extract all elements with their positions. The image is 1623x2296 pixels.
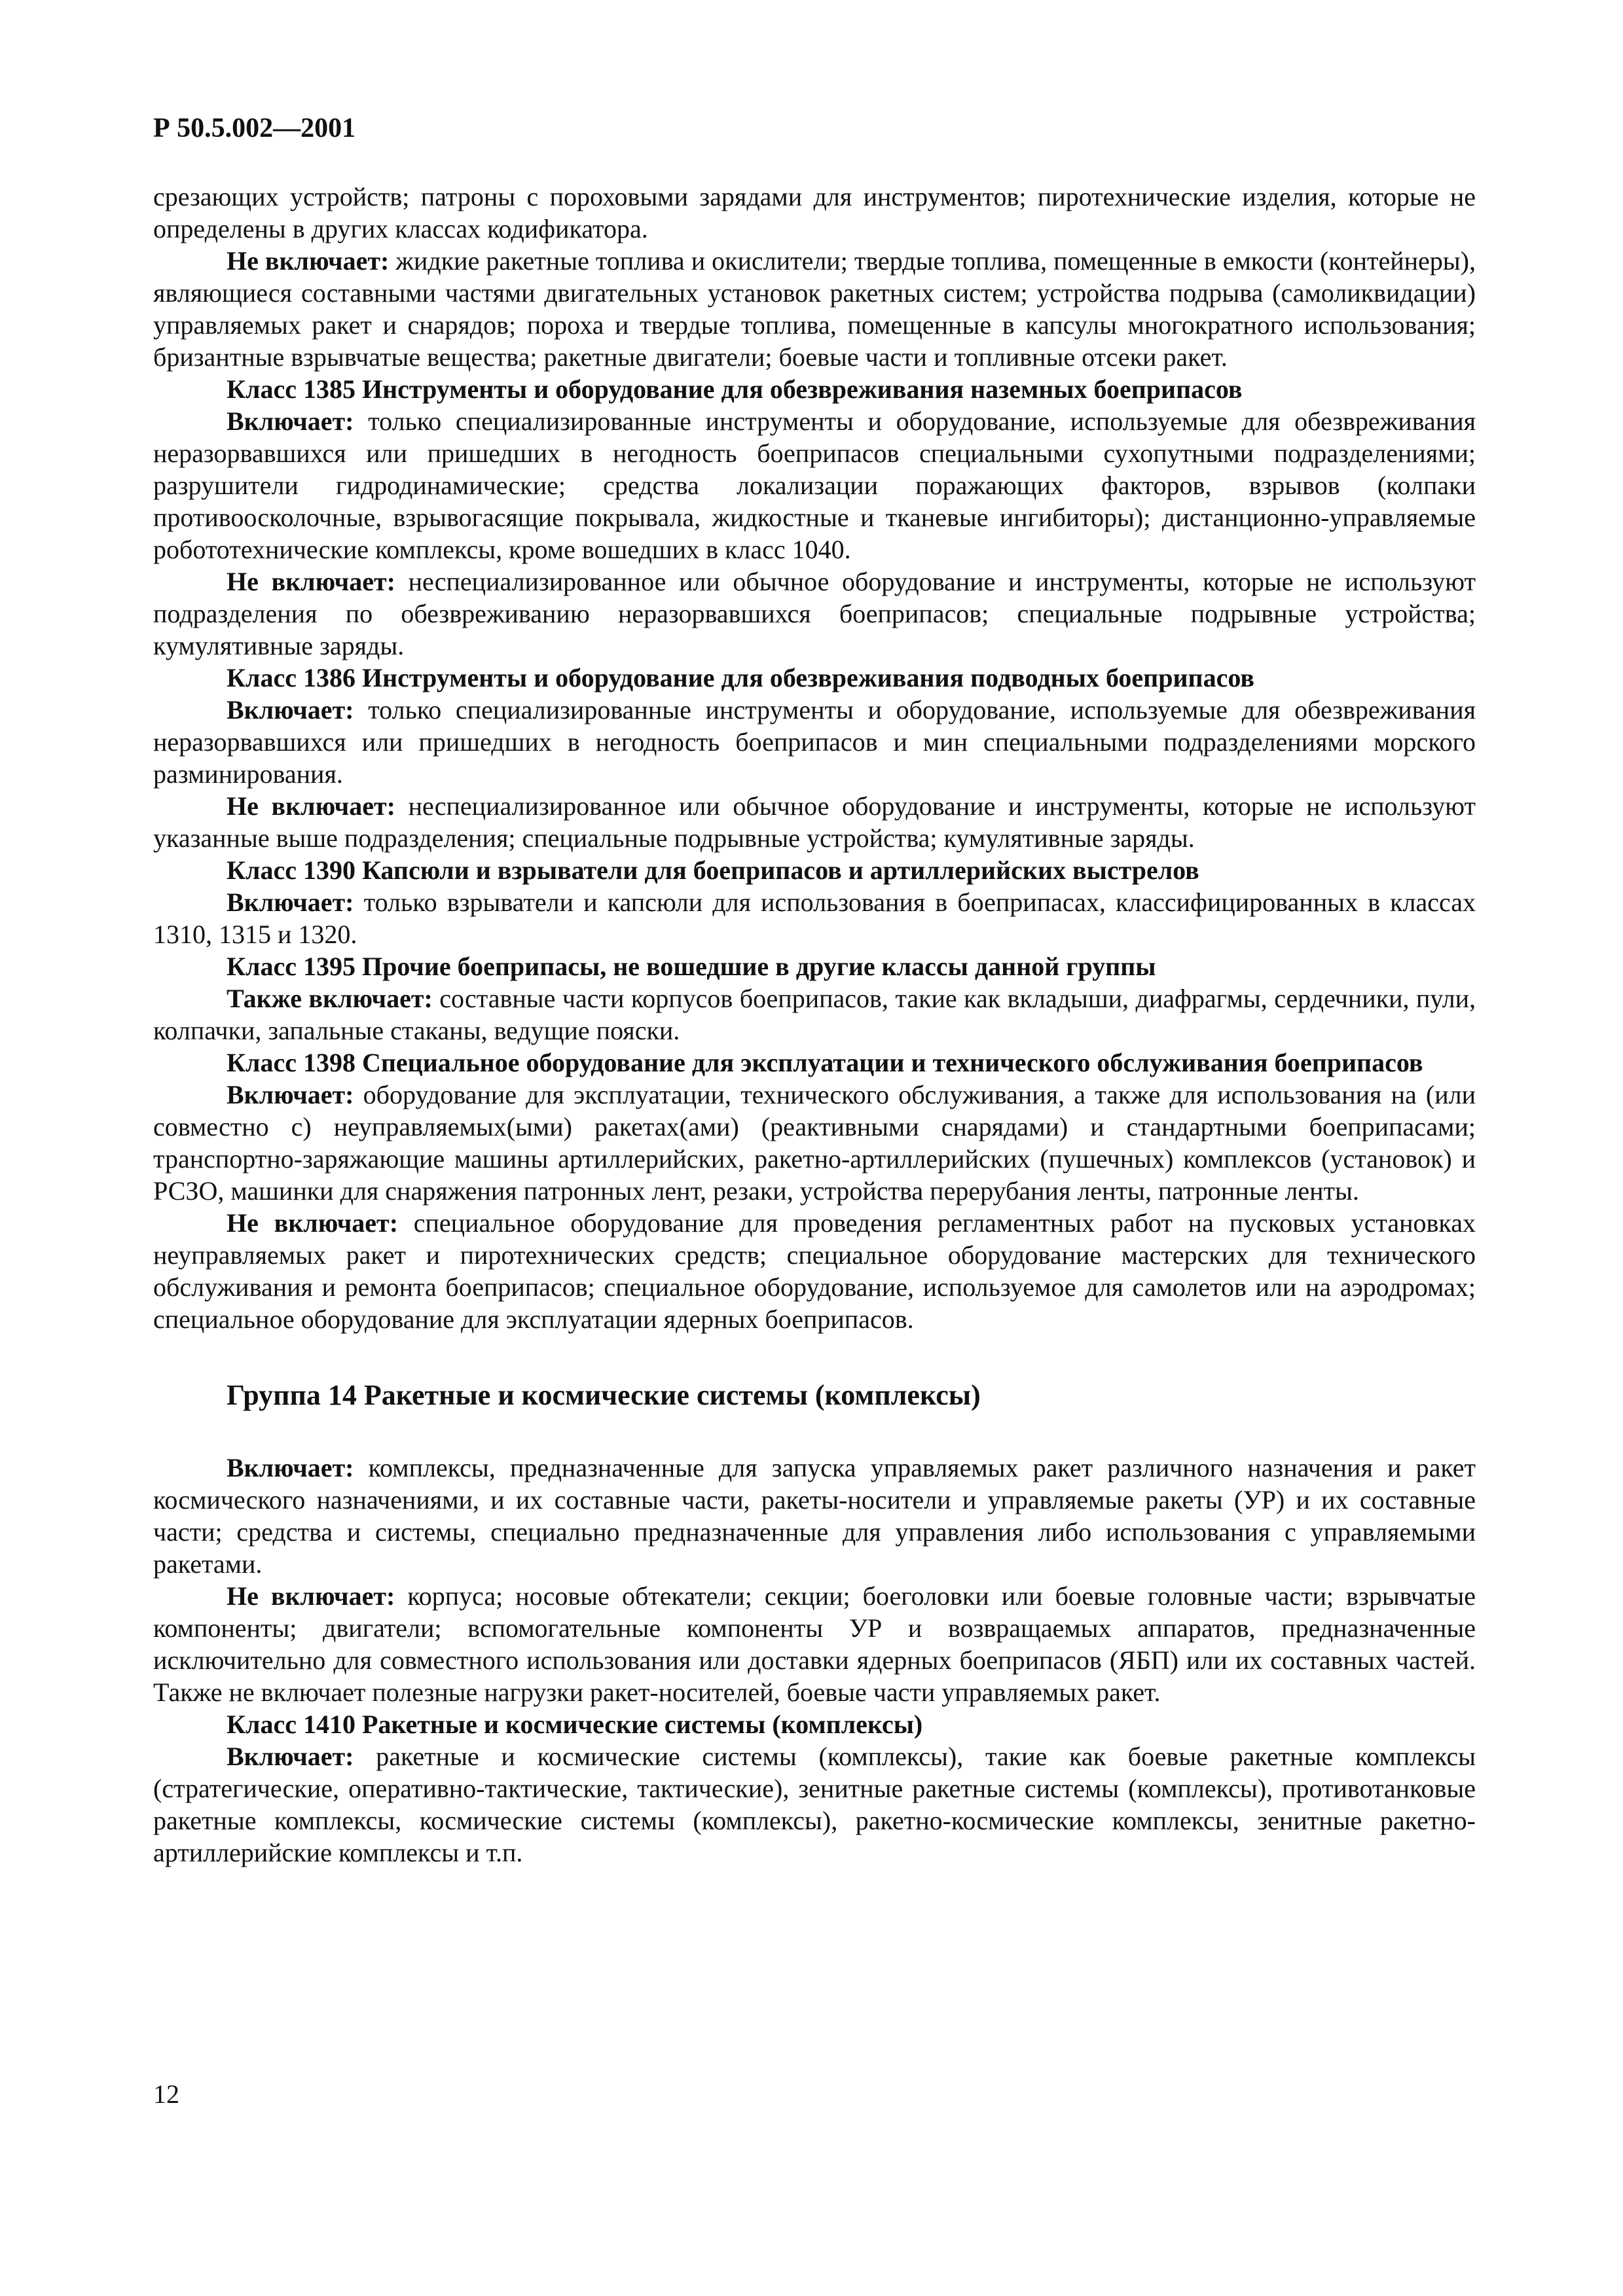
paragraph-text: комплексы, предназначенные для запуска управляемых ракет различного назначения и ракет космического назначениями, и их составные части, ракеты-носители и управляемые ракеты (УР) и их составные части; средства и системы, специально предназначенные для управления либо использования с управляемыми ракетами. [153, 1453, 1476, 1579]
paragraph-lead: Включает: [227, 695, 354, 725]
paragraph-includes [153, 1079, 1476, 1207]
paragraph-excludes [153, 565, 1476, 662]
document-page [153, 110, 1476, 1869]
paragraph-lead: Не включает: [227, 791, 395, 821]
paragraph-text: неспециализированное или обычное оборудование и инструменты, которые не используют подразделения по обезвреживанию неразорвавшихся боеприпасов; специальные подрывные устройства; кумулятивные заряды. [153, 567, 1476, 660]
paragraph-lead: Включает: [227, 888, 354, 917]
paragraph-excludes [153, 1580, 1476, 1708]
paragraph-text: жидкие ракетные топлива и окислители; твердые топлива, помещенные в емкости (контейнеры), являющиеся составными частями двигательных установок ракетных систем; устройства подрыва (самоликвидации) управляемых ракет и снарядов; пороха и твердые топлива, помещенные в капсулы многократного использования; бризантные взрывчатые вещества; ракетные двигатели; боевые части и топливные отсеки ракет. [153, 246, 1476, 372]
class-heading-1398: Класс 1398 Специальное оборудование для эксплуатации и технического обслуживания боеприпасов [227, 1048, 1423, 1077]
paragraph-text: только специализированные инструменты и оборудование, используемые для обезвреживания неразорвавшихся или пришедших в негодность боеприпасов и мин специальными подразделениями морского разминирования. [153, 695, 1476, 789]
paragraph-excludes [153, 790, 1476, 854]
paragraph-lead: Не включает: [227, 1208, 399, 1238]
paragraph-lead: Включает: [227, 406, 354, 436]
paragraph-includes [153, 405, 1476, 565]
paragraph-text: специальное оборудование для проведения регламентных работ на пусковых установках неуправляемых ракет и пиротехнических средств; специальное оборудование мастерских для технического обслуживания и ремонта боеприпасов; специальное оборудование, используемое для самолетов или на аэродромах; специальное оборудование для эксплуатации ядерных боеприпасов. [153, 1208, 1476, 1334]
page-number: 12 [153, 2079, 179, 2109]
group-heading-14: Группа 14 Ракетные и космические системы (комплексы) [227, 1379, 981, 1411]
paragraph-lead: Не включает: [227, 1581, 395, 1611]
paragraph-text: оборудование для эксплуатации, технического обслуживания, а также для использования на (или совместно с) неуправляемых(ыми) ракетах(ами) (реактивными снарядами) и стандартными боеприпасами; транспортно-заряжающие машины артиллерийских, ракетно-артиллерийских (пушечных) комплексов (установок) и РСЗО, машинки для снаряжения патронных лент, резаки, устройства перерубания ленты, патронные ленты. [153, 1080, 1476, 1206]
paragraph-includes [153, 1452, 1476, 1580]
paragraph-lead: Включает: [227, 1080, 354, 1109]
paragraph-lead: Также включает: [227, 984, 433, 1013]
class-heading-1410: Класс 1410 Ракетные и космические системы (комплексы) [227, 1710, 923, 1739]
paragraph-text: только взрыватели и капсюли для использования в боеприпасах, классифицированных в классах 1310, 1315 и 1320. [153, 888, 1476, 949]
document-body [153, 181, 1476, 1869]
paragraph-also-includes [153, 982, 1476, 1047]
paragraph-text: ракетные и космические системы (комплексы), такие как боевые ракетные комплексы (стратегические, оперативно-тактические, тактические), зенитные ракетные системы (комплексы), противотанковые ракетные комплексы, космические системы (комплексы), ракетно-космические комплексы, зенитные ракетно-артиллерийские комплексы и т.п. [153, 1742, 1476, 1867]
document-code: Р 50.5.002—2001 [153, 113, 356, 143]
paragraph-continuation [153, 181, 1476, 245]
paragraph-lead: Не включает: [227, 567, 395, 596]
paragraph-text: неспециализированное или обычное оборудование и инструменты, которые не используют указанные выше подразделения; специальные подрывные устройства; кумулятивные заряды. [153, 791, 1476, 853]
paragraph-text: корпуса; носовые обтекатели; секции; боеголовки или боевые головные части; взрывчатые компоненты; двигатели; вспомогательные компоненты УР и возвращаемых аппаратов, предназначенные исключительно для совместного использования или доставки ядерных боеприпасов (ЯБП) или их составных частей. Также не включает полезные нагрузки ракет-носителей, боевые части управляемых ракет. [153, 1581, 1476, 1707]
class-heading-1386: Класс 1386 Инструменты и оборудование для обезвреживания подводных боеприпасов [227, 663, 1254, 692]
paragraph-lead: Не включает: [227, 246, 390, 276]
class-heading-1390: Класс 1390 Капсюли и взрыватели для боеприпасов и артиллерийских выстрелов [227, 855, 1199, 885]
paragraph-includes [153, 886, 1476, 950]
paragraph-includes [153, 1740, 1476, 1869]
class-heading-1385: Класс 1385 Инструменты и оборудование для обезвреживания наземных боеприпасов [227, 374, 1243, 404]
paragraph-text: составные части корпусов боеприпасов, такие как вкладыши, диафрагмы, сердечники, пули, колпачки, запальные стаканы, ведущие пояски. [153, 984, 1476, 1045]
paragraph-lead: Включает: [227, 1453, 354, 1482]
class-heading-1395: Класс 1395 Прочие боеприпасы, не вошедшие в другие классы данной группы [227, 952, 1156, 981]
paragraph-text: срезающих устройств; патроны с пороховыми зарядами для инструментов; пиротехнические изделия, которые не определены в других классах кодификатора. [153, 182, 1476, 243]
paragraph-excludes [153, 1207, 1476, 1335]
paragraph-text: только специализированные инструменты и оборудование, используемые для обезвреживания неразорвавшихся или пришедших в негодность боеприпасов специальными сухопутными подразделениями; разрушители гидродинамические; средства локализации поражающих факторов, взрывов (колпаки противоосколочные, взрывогасящие покрывала, жидкостные и тканевые ингибиторы); дистанционно-управляемые робототехнические комплексы, кроме вошедших в класс 1040. [153, 406, 1476, 564]
paragraph-excludes [153, 245, 1476, 373]
paragraph-includes [153, 694, 1476, 790]
paragraph-lead: Включает: [227, 1742, 354, 1771]
